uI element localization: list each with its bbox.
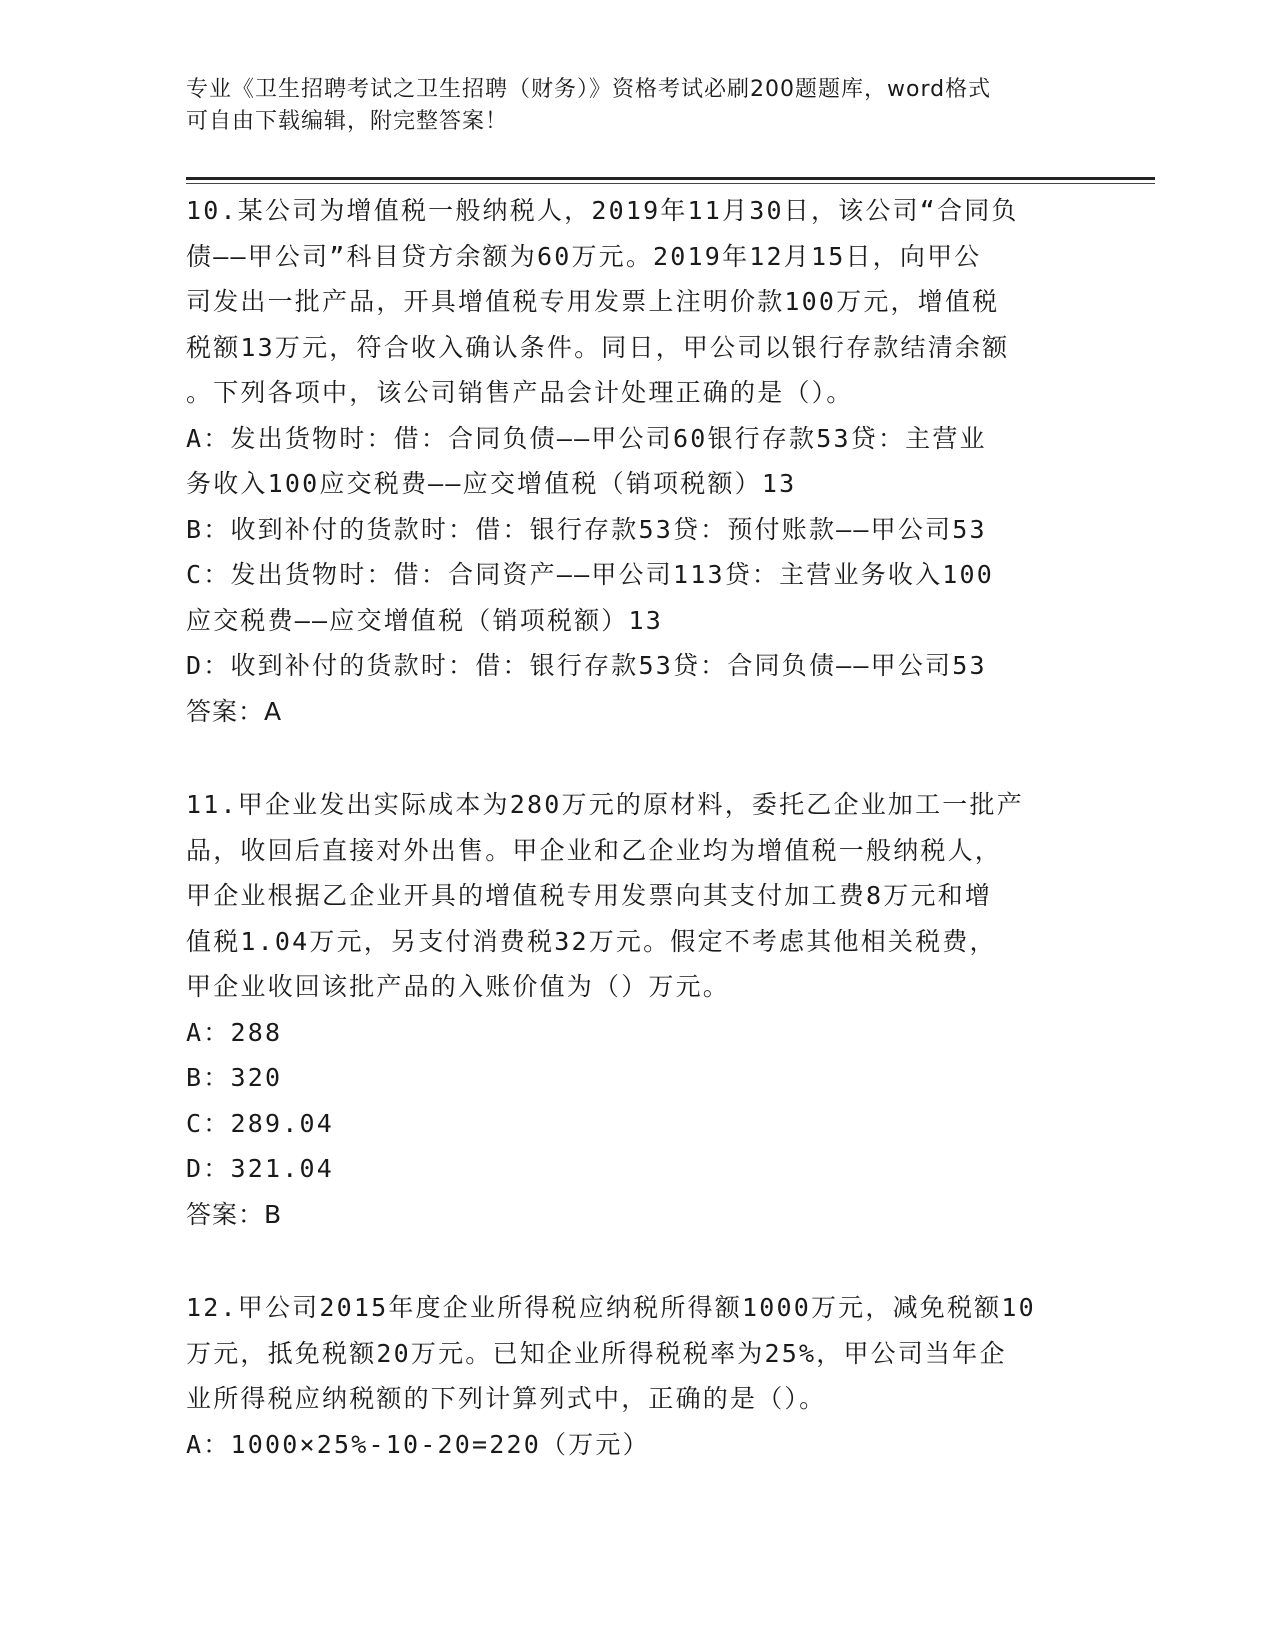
option-a: A：288 bbox=[186, 1017, 283, 1047]
question-line: 债——甲公司”科目贷方余额为60万元。2019年12月15日，向甲公 bbox=[186, 241, 982, 271]
option-a-continued: 务收入100应交税费——应交增值税（销项税额）13 bbox=[186, 469, 797, 498]
header-divider-thin bbox=[186, 183, 1155, 184]
option-a: A：发出货物时：借：合同负债——甲公司60银行存款53贷：主营业 bbox=[186, 423, 987, 453]
document-header bbox=[186, 74, 1066, 138]
option-a: A：1000×25%-10-20=220（万元） bbox=[186, 1429, 650, 1459]
question-line: 税额13万元，符合收入确认条件。同日，甲公司以银行存款结清余额 bbox=[186, 332, 1010, 362]
question-line: 业所得税应纳税额的下列计算列式中，正确的是（）。 bbox=[186, 1384, 827, 1413]
question-line: 。下列各项中，该公司销售产品会计处理正确的是（）。 bbox=[186, 378, 854, 407]
option-b: B：320 bbox=[186, 1063, 283, 1092]
question-line: 11.甲企业发出实际成本为280万元的原材料，委托乙企业加工一批产 bbox=[186, 790, 1024, 819]
option-b: B：收到补付的货款时：借：银行存款53贷：预付账款——甲公司53 bbox=[186, 514, 987, 544]
question-line: 甲企业收回该批产品的入账价值为（）万元。 bbox=[186, 972, 731, 1001]
question-line: 12.甲公司2015年度企业所得税应纳税所得额1000万元，减免税额10 bbox=[186, 1293, 1036, 1322]
question-spacer bbox=[186, 734, 1086, 782]
question-line: 司发出一批产品，开具增值税专用发票上注明价款100万元，增值税 bbox=[186, 287, 1000, 316]
document-body bbox=[186, 188, 1086, 1467]
question-11 bbox=[186, 782, 1086, 1237]
answer-label: 答案：A bbox=[186, 696, 283, 726]
question-line: 万元，抵免税额20万元。已知企业所得税税率为25%，甲公司当年企 bbox=[186, 1338, 1007, 1368]
question-line: 甲企业根据乙企业开具的增值税专用发票向其支付加工费8万元和增 bbox=[186, 881, 993, 910]
question-10 bbox=[186, 188, 1086, 734]
option-c: C：发出货物时：借：合同资产——甲公司113贷：主营业务收入100 bbox=[186, 560, 995, 589]
question-line: 品，收回后直接对外出售。甲企业和乙企业均为增值税一般纳税人， bbox=[186, 835, 1003, 865]
option-d: D：收到补付的货款时：借：银行存款53贷：合同负债——甲公司53 bbox=[186, 651, 987, 680]
question-line: 10.某公司为增值税一般纳税人，2019年11月30日，该公司“合同负 bbox=[186, 196, 1019, 225]
answer-label: 答案：B bbox=[186, 1199, 283, 1229]
question-spacer bbox=[186, 1237, 1086, 1285]
header-line-2: 可自由下载编辑，附完整答案！ bbox=[186, 109, 509, 134]
header-line-1: 专业《卫生招聘考试之卫生招聘（财务）》资格考试必刷200题题库，word格式 bbox=[186, 77, 992, 102]
question-line: 值税1.04万元，另支付消费税32万元。假定不考虑其他相关税费， bbox=[186, 926, 997, 956]
option-c: C：289.04 bbox=[186, 1108, 334, 1138]
header-divider-thick bbox=[186, 177, 1155, 180]
question-12 bbox=[186, 1285, 1086, 1467]
option-c-continued: 应交税费——应交增值税（销项税额）13 bbox=[186, 605, 664, 635]
option-d: D：321.04 bbox=[186, 1154, 334, 1183]
